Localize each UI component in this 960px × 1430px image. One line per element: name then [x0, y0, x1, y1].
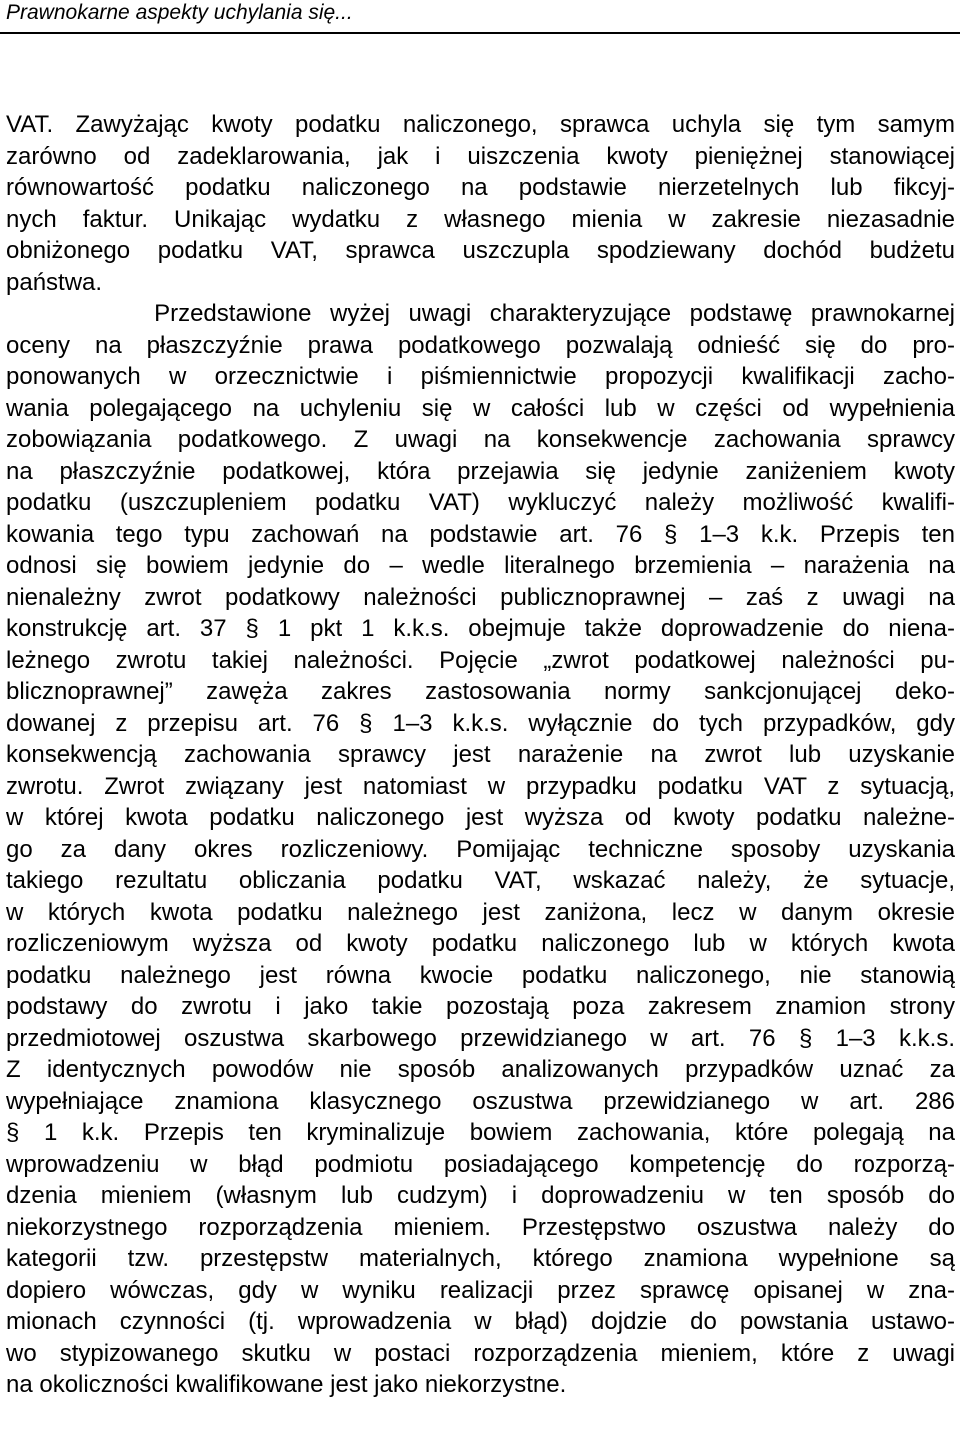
text-line: niekorzystnego rozporządzenia mieniem. Przestępstwo oszustwa należy do — [6, 1213, 955, 1241]
text-line: państwa. — [6, 268, 103, 296]
text-line: w których kwota podatku należnego jest zaniżona, lecz w danym okresie — [6, 898, 955, 926]
text-line: § 1 k.k. Przepis ten kryminalizuje bowiem zachowania, które polegają na — [6, 1119, 955, 1146]
text-line: przedmiotowej oszustwa skarbowego przewidzianego w art. 76 § 1–3 k.k.s. — [6, 1024, 955, 1052]
text-line: podatku należnego jest równa kwocie podatku naliczonego, nie stanowią — [6, 961, 955, 989]
text-line: VAT. Zawyżając kwoty podatku naliczonego, sprawca uchyla się tym samym — [6, 111, 955, 138]
text-line: rozliczeniowym wyższa od kwoty podatku naliczonego lub w których kwota — [6, 930, 955, 957]
text-line: takiego rezultatu obliczania podatku VAT, wskazać należy, że sytuacje, — [6, 867, 955, 894]
text-line: obniżonego podatku VAT, sprawca uszczupla spodziewany dochód budżetu — [6, 237, 955, 264]
text-line: konstrukcję art. 37 § 1 pkt 1 k.k.s. obejmuje także doprowadzenie do niena- — [6, 615, 955, 642]
text-line: blicznoprawnej” zawęża zakres zastosowania normy sankcjonującej deko- — [6, 678, 955, 705]
text-line: dzenia mieniem (własnym lub cudzym) i doprowadzeniu w ten sposób do — [6, 1182, 955, 1209]
text-line: oceny na płaszczyźnie prawa podatkowego pozwalają odnieść się do pro- — [6, 331, 955, 359]
text-line: kategorii tzw. przestępstw materialnych, którego znamiona wypełnione są — [6, 1245, 955, 1272]
text-line: kowania tego typu zachowań na podstawie art. 76 § 1–3 k.k. Przepis ten — [6, 520, 955, 548]
text-line: nych faktur. Unikając wydatku z własnego mienia w zakresie niezasadnie — [6, 205, 955, 233]
text-line: wo stypizowanego skutku w postaci rozporządzenia mieniem, które z uwagi — [6, 1339, 955, 1367]
text-line: dopiero wówczas, gdy w wyniku realizacji przez sprawcę opisanej w zna- — [6, 1276, 955, 1304]
running-header-title: Prawnokarne aspekty uchylania się... — [6, 1, 353, 24]
text-line: wypełniające znamiona klasycznego oszustwa przewidzianego w art. 286 — [6, 1087, 955, 1115]
text-line: go za dany okres rozliczeniowy. Pomijając techniczne sposoby uzyskania — [6, 835, 955, 863]
text-line: zobowiązania podatkowego. Z uwagi na konsekwencje zachowania sprawcy — [6, 426, 955, 453]
text-line: równowartość podatku naliczonego na podstawie nierzetelnych lub fikcyj- — [6, 174, 955, 201]
text-line: zarówno od zadeklarowania, jak i uiszczenia kwoty pieniężnej stanowiącej — [6, 142, 955, 170]
text-line: Z identycznych powodów nie sposób analizowanych przypadków uznać za — [6, 1056, 955, 1083]
text-line: wania polegającego na uchyleniu się w całości lub w części od wypełnienia — [6, 394, 955, 422]
text-line: konsekwencją zachowania sprawcy jest narażenie na zwrot lub uzyskanie — [6, 741, 955, 768]
text-line: dowanej z przepisu art. 76 § 1–3 k.k.s. wyłącznie do tych przypadków, gdy — [6, 709, 955, 737]
text-line: na okoliczności kwalifikowane jest jako niekorzystne. — [6, 1371, 567, 1398]
text-line: podstawy do zwrotu i jako takie pozostają poza zakresem znamion strony — [6, 993, 955, 1020]
text-line: w której kwota podatku naliczonego jest wyższa od kwoty podatku należne- — [6, 804, 955, 831]
text-line: wprowadzeniu w błąd podmiotu posiadającego kompetencję do rozporzą- — [6, 1150, 955, 1178]
header-rule — [0, 32, 960, 34]
text-line: podatku (uszczupleniem podatku VAT) wykluczyć należy możliwość kwalifi- — [6, 489, 955, 516]
text-line: nienależny zwrot podatkowy należności publicznoprawnej – zaś z uwagi na — [6, 583, 955, 611]
body-text — [6, 109, 955, 1401]
text-line: leżnego zwrotu takiej należności. Pojęcie „zwrot podatkowej należności pu- — [6, 646, 955, 674]
text-line: odnosi się bowiem jedynie do – wedle literalnego brzemienia – narażenia na — [6, 552, 955, 579]
text-line: ponowanych w orzecznictwie i piśmiennictwie propozycji kwalifikacji zacho- — [6, 363, 955, 390]
text-line: Przedstawione wyżej uwagi charakteryzujące podstawę prawnokarnej — [6, 300, 955, 327]
text-line: na płaszczyźnie podatkowej, która przejawia się jedynie zaniżeniem kwoty — [6, 457, 955, 485]
text-line: zwrotu. Zwrot związany jest natomiast w przypadku podatku VAT z sytuacją, — [6, 772, 955, 800]
text-line: mionach czynności (tj. wprowadzenia w błąd) dojdzie do powstania ustawo- — [6, 1308, 955, 1335]
